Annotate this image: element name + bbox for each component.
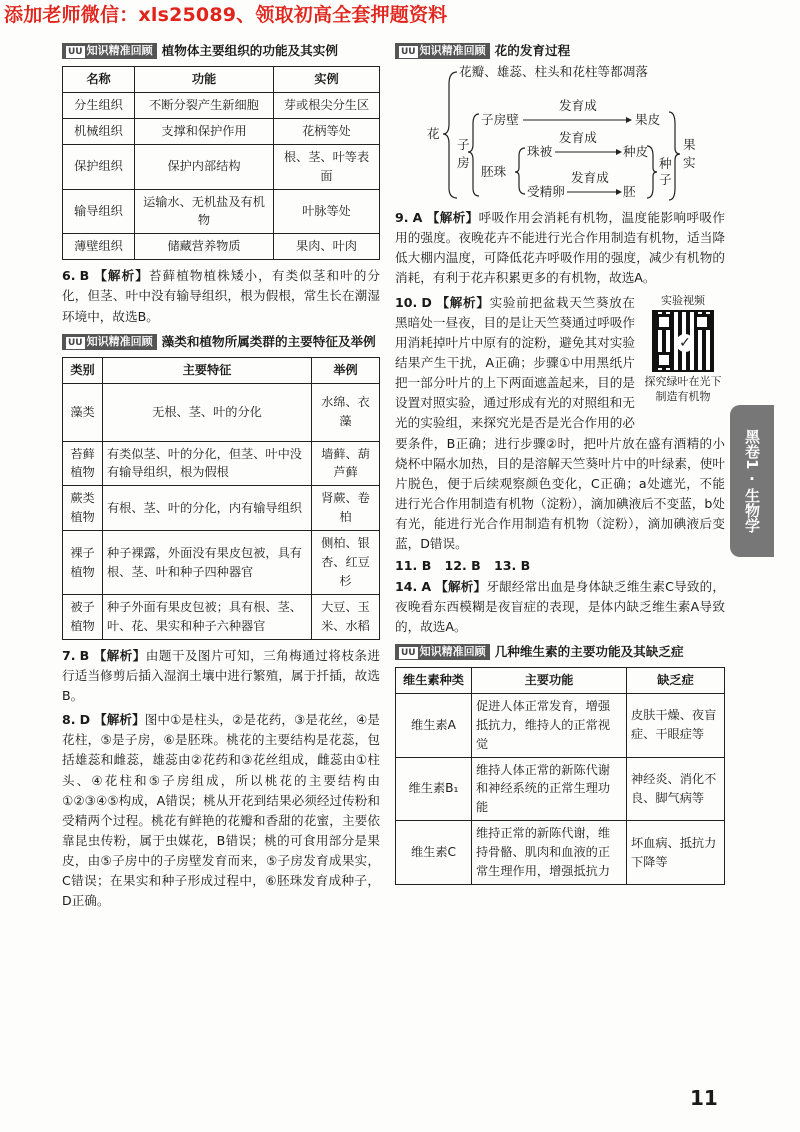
section-heading-tissues: UU 知识精准回顾 植物体主要组织的功能及其实例 [62, 40, 380, 62]
vitamins-table [395, 667, 725, 885]
table-header: 主要特征 [103, 357, 312, 383]
table-row: 输导组织 运输水、无机盐及有机物 叶脉等处 [63, 189, 380, 234]
develops-into-label: 发育成 [559, 98, 597, 113]
ovary-label: 子房 [457, 137, 470, 170]
table-row: 裸子植物 种子裸露，外面没有果皮包被，具有根、茎、叶和种子四种器官 侧柏、银杏、红豆杉 [63, 531, 380, 595]
left-column [62, 40, 380, 916]
page-number: 11 [690, 1086, 718, 1110]
answer-10: 实验视频 ✓ 探究绿叶在光下制造有机物 10. D 【解析】实验前把盆栽天竺葵放在黑暗处一昼夜，目的是让天竺葵通过呼吸作用消耗掉叶片中原有的淀粉，避免其对实验结果产生干扰，A正确；步骤①中用黑纸片把一部分叶片的上下两面遮盖起来，目的是设置对照实验，通过形成有光的对照组和无光的实验组，来探究光是否是光合作用的必要条件，B正确；进行步骤②时，把叶片放在盛有酒精的小烧杯中隔水加热，目的是溶解天竺葵叶片中的叶绿素，使叶片脱色，便于后续观察颜色变化，C正确；a处遮光，不能进行光合作用制造有机物（淀粉），滴加碘液后不变蓝，b处有光，能进行光合作用制造有机物（淀粉），滴加碘液后变蓝，D错误。 [395, 293, 725, 552]
table-header: 类别 [63, 357, 103, 383]
table-row: 维生素C 维持正常的新陈代谢，维持骨骼、肌肉和血液的正常生理作用，增强抵抗力 坏血病、抵抗力下降等 [396, 821, 725, 885]
answer-6: 6. B 【解析】苔藓植物植株矮小，有类似茎和叶的分化，但茎、叶中没有输导组织，根为假根，常生长在潮湿环境中，故选B。 [62, 268, 381, 324]
answer-11-13: 11. B 12. B 13. B [395, 558, 531, 574]
table-row: 分生组织 不断分裂产生新细胞 芽或根尖分生区 [63, 92, 380, 118]
knowledge-tag: UU 知识精准回顾 [62, 334, 157, 350]
ovary-wall-label: 子房壁 [481, 112, 519, 127]
table-row: 保护组织 保护内部结构 根、茎、叶等表面 [63, 144, 380, 189]
book-icon: UU [68, 337, 83, 348]
table-header: 实例 [274, 67, 380, 93]
qr-block [641, 293, 725, 417]
knowledge-tag: UU 知识精准回顾 [395, 644, 490, 660]
book-icon: UU [401, 47, 416, 57]
fruit-label: 果实 [683, 137, 696, 170]
table-row: 机械组织 支撑和保护作用 花柄等处 [63, 118, 380, 144]
table-row: 蕨类植物 有根、茎、叶的分化，内有输导组织 肾蕨、卷柏 [63, 486, 380, 531]
integument-label: 珠被 [527, 144, 553, 159]
tissues-table [62, 66, 380, 260]
section-heading-plant-groups: UU 知识精准回顾 藻类和植物所属类群的主要特征及举例 [62, 331, 380, 353]
table-row: 被子植物 种子外面有果皮包被；具有根、茎、叶、花、果实和种子六种器官 大豆、玉米、水稻 [63, 594, 380, 639]
answer-8: 8. D 【解析】图中①是柱头，②是花药，③是花丝，④是花柱，⑤是子房，⑥是胚珠。桃花的主要结构是花蕊，包括雄蕊和雌蕊，雄蕊由②花药和③花丝组成，雌蕊由①柱头、④花柱和⑤子房组成，所以桃花的主要结构由①②③④⑤构成，A错误；桃从开花到结果必须经过传粉和受精两个过程。桃花有鲜艳的花瓣和香甜的花蜜，主要依靠昆虫传粉，属于虫媒花，B错误；桃的可食用部分是果皮，由⑤子房中的子房壁发育而来，⑤子房发育成果实，C错误；在果实和种子形成过程中，⑥胚珠发育成种子，D正确。 [62, 712, 380, 909]
table-header: 名称 [63, 67, 135, 93]
table-row: 藻类 无根、茎、叶的分化 水绵、衣藻 [63, 383, 380, 441]
embryo-label: 胚 [623, 184, 636, 199]
table-row: 维生素B₁ 维持人体正常的新陈代谢和神经系统的正常生理功能 神经炎、消化不良、脚气病等 [396, 757, 725, 821]
qr-title: 实验视频 [661, 293, 705, 307]
section-heading-flower-development: UU 知识精准回顾 花的发育过程 [395, 40, 725, 62]
right-column [395, 40, 725, 891]
side-tab-volume: 黑卷1 [743, 429, 761, 470]
table-header: 缺乏症 [627, 667, 725, 693]
develops-into-label: 发育成 [559, 130, 597, 145]
qr-code-icon[interactable] [652, 310, 714, 372]
check-icon: ✓ [676, 334, 694, 352]
side-tab-subject: 生物学 [743, 487, 761, 533]
develops-into-label: 发育成 [571, 170, 609, 185]
ovule-label: 胚珠 [481, 164, 507, 179]
knowledge-tag: UU 知识精准回顾 [62, 43, 157, 59]
qr-caption: 探究绿叶在光下制造有机物 [644, 374, 722, 403]
seed-label: 种子 [659, 156, 672, 187]
table-header: 主要功能 [472, 667, 627, 693]
table-header: 功能 [135, 67, 274, 93]
side-tab-dot: · [749, 469, 755, 488]
pericarp-label: 果皮 [635, 112, 661, 127]
plant-groups-table [62, 357, 380, 640]
answer-9: 9. A 【解析】呼吸作用会消耗有机物，温度能影响呼吸作用的强度。夜晚花卉不能进行光合作用制造有机物，适当降低大棚内温度，可降低花卉呼吸作用的强度，减少有机物的消耗，有利于花卉积累更多的有机物，故选A。 [395, 210, 726, 286]
book-icon: UU [68, 47, 83, 57]
answer-14: 14. A 【解析】牙龈经常出血是身体缺乏维生素C导致的，夜晚看东西模糊是夜盲症的表现，是体内缺乏维生素A导致的，故选A。 [395, 578, 726, 634]
table-header: 维生素种类 [396, 667, 472, 693]
table-row: 维生素A 促进人体正常发育，增强抵抗力，维持人的正常视觉 皮肤干燥、夜盲症、干眼症等 [396, 693, 725, 757]
section-heading-vitamins: UU 知识精准回顾 几种维生素的主要功能及其缺乏症 [395, 641, 725, 663]
zygote-label: 受精卵 [527, 184, 565, 199]
table-header: 举例 [312, 357, 380, 383]
flower-label: 花 [427, 126, 440, 141]
flower-development-diagram [395, 64, 725, 202]
petals-fall-label: 花瓣、雄蕊、柱头和花柱等都凋落 [459, 64, 648, 79]
answer-7: 7. B 【解析】由题干及图片可知，三角梅通过将枝条进行适当修剪后插入湿润土壤中进行繁殖，属于扦插，故选B。 [62, 647, 381, 704]
knowledge-tag: UU 知识精准回顾 [395, 43, 490, 59]
table-row: 薄壁组织 储藏营养物质 果肉、叶肉 [63, 234, 380, 260]
seed-coat-label: 种皮 [623, 144, 649, 159]
table-row: 苔藓植物 有类似茎、叶的分化，但茎、叶中没有输导组织，根为假根 墙藓、葫芦藓 [63, 441, 380, 486]
promo-banner: 添加老师微信：xls25089、领取初高全套押题资料 [4, 4, 448, 26]
book-icon: UU [401, 647, 416, 658]
side-tab [730, 405, 774, 557]
